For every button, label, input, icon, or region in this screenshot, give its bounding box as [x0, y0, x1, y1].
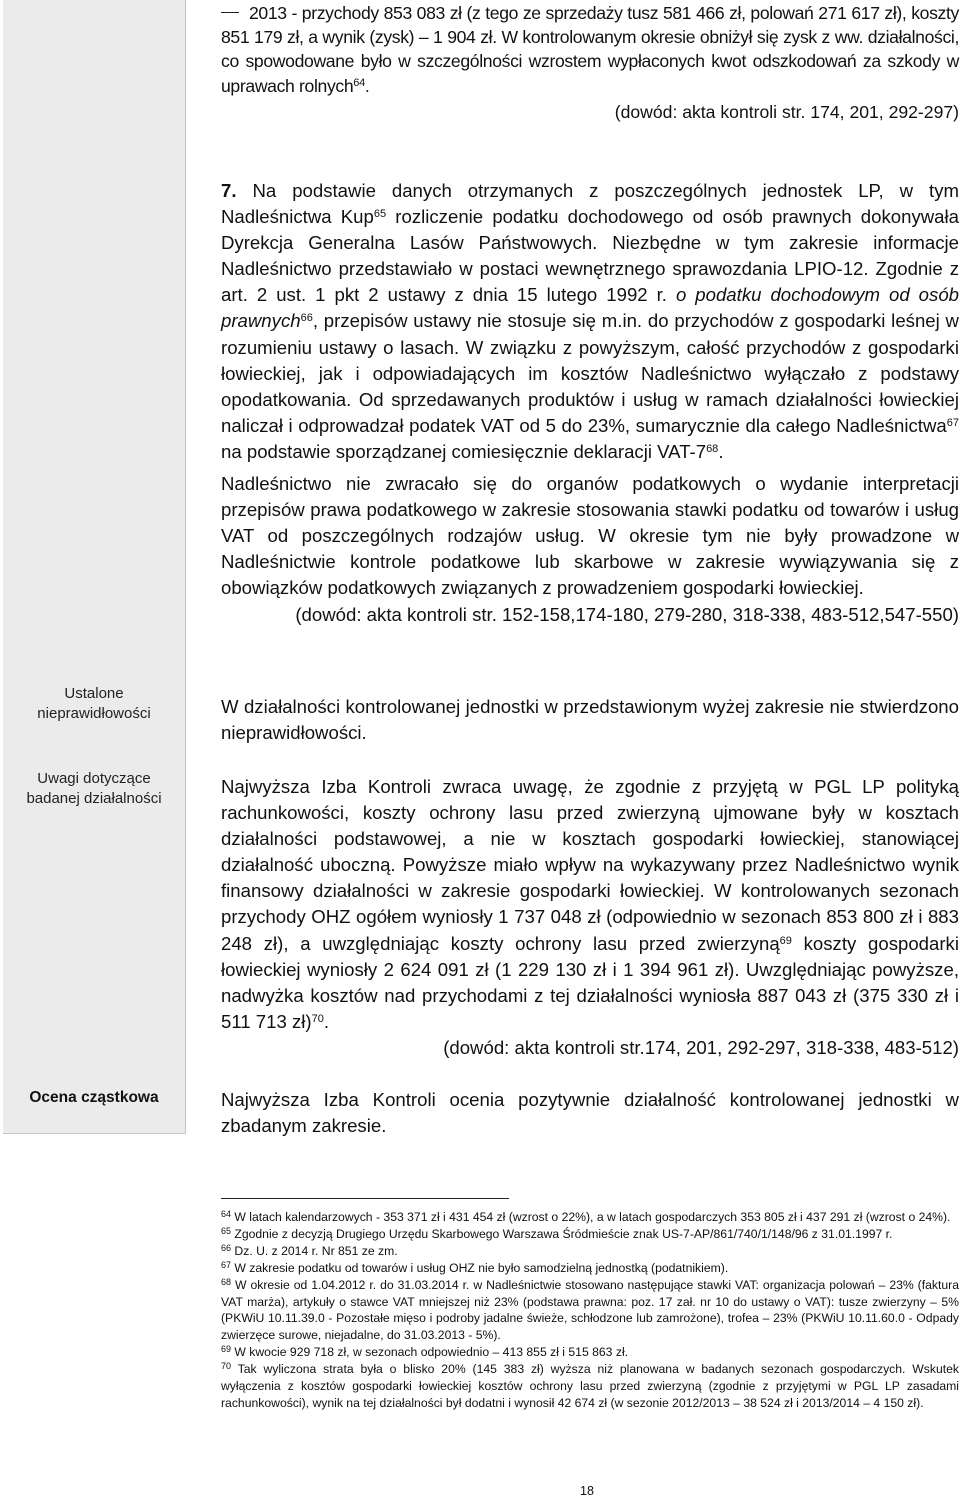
findings-label-line-1: Ustalone [64, 685, 124, 702]
footnote-ref-67[interactable]: 67 [946, 416, 959, 429]
assessment-label: Ocena cząstkowa [29, 1089, 159, 1106]
evidence-ref-3: (dowód: akta kontroli str.174, 201, 292-297, 318-338, 483-512) [443, 1036, 959, 1058]
assessment-text: Najwyższa Izba Kontroli ocenia pozytywnie działalność kontrolowanej jednostki w zbadanym zakresie. [221, 1089, 959, 1137]
footnote-ref-64[interactable]: 64 [353, 76, 365, 89]
paragraph-2013-text: 2013 - przychody 853 083 zł (z tego ze sprzedaży tusz 581 466 zł, polowań 271 617 zł), koszty 851 179 zł, a wynik (zysk) – 1 904 zł. W kontrolowanym okresie obniżył się zysk z ww. działalności, co spowodowane było w szczególności wzrostem wypłaconych kwot odszkodowań za szkody w uprawach rolnych$^{64}$. [221, 3, 959, 96]
footnote-69: $^{69}$ W kwocie 929 718 zł, w sezonach odpowiednio – 413 855 zł i 515 863 zł. [221, 1344, 629, 1360]
evidence-ref-2: (dowód: akta kontroli str. 152-158,174-180, 279-280, 318-338, 483-512,547-550) [295, 603, 959, 625]
footnote-ref-70[interactable]: 70 [311, 1012, 324, 1025]
footnote-65: $^{65}$ Zgodnie z decyzją Drugiego Urzędu Skarbowego Warszawa Śródmieście znak US-7-AP/861/740/1/148/96 z 31.01.1997 r. [221, 1225, 893, 1241]
act-title: o podatku dochodowym od osób prawnych [221, 284, 959, 332]
evidence-ref-1: (dowód: akta kontroli str. 174, 201, 292-297) [614, 101, 959, 122]
remarks-label-line-1: Uwagi dotyczące [37, 770, 151, 787]
footnote-67: $^{67}$ W zakresie podatku od towarów i usług OHZ nie było samodzielną jednostką (podatnikiem). [221, 1259, 729, 1275]
remarks-label [3, 769, 185, 809]
point-number: 7. [221, 180, 237, 201]
footnote-66: $^{66}$ Dz. U. z 2014 r. Nr 851 ze zm. [221, 1242, 398, 1258]
footnote-ref-66[interactable]: 66 [300, 312, 313, 325]
paragraph-vat: Nadleśnictwo nie zwracało się do organów podatkowych o wydanie interpretacji przepisów prawa podatkowego w zakresie stosowania stawki podatku od towarów i usług VAT od poszczególnych rodzajów usług. W okresie tym nie były prowadzone w Nadleśnictwie kontrole podatkowe lub skarbowe w zakresie wywiązywania się z obowiązków podatkowych związanych z prowadzeniem gospodarki łowieckiej. [221, 473, 959, 599]
assessment-section [221, 1087, 959, 1139]
footnote-separator [221, 1198, 509, 1199]
footnote-64: $^{64}$ W latach kalendarzowych - 353 371 zł i 431 454 zł (wzrost o 22%), a w latach gospodarczych 353 805 zł i 437 291 zł (wzrost o 24%). [221, 1209, 951, 1224]
paragraph-2013 [221, 1, 959, 124]
findings-label [3, 684, 185, 724]
page-number: 18 [580, 1484, 594, 1498]
footnote-68: $^{68}$ W okresie od 1.04.2012 r. do 31.03.2014 r. w Nadleśnictwie stosowano następujące stawki VAT: organizacja polowań – 23% (faktura VAT marża), artykuły o stawce VAT mniejszej niż 23% (podstawa prawna: poz. 17 zał. nr 10 do ustawy o VAT): tusze zwierzyny – 5% (PKWiU 10.11.39.0 - Pozostałe mięso i podroby jadalne świeże, schłodzone lub zamrożone), trofea – 23% (PKWiU 10.11.60.0 - Odpady zwierzęce surowe, niejadalne, do 31.03.2013 - 5%). [221, 1276, 959, 1343]
paragraph-7-text: 7. Na podstawie danych otrzymanych z poszczególnych jednostek LP, w tym Nadleśnictwa Kup$^{65}$ rozliczenie podatku dochodowego od osób prawnych dokonywała Dyrekcja Generalna Lasów Państwowych. Niezbędne w tym zakresie informacje Nadleśnictwo przedstawiało w postaci wewnętrznego sprawozdania LPIO-12. Zgodnie z art. 2 ust. 1 pkt 2 ustawy z dnia 15 lutego 1992 r. o podatku dochodowym od osób prawnych$^{66}$, przepisów ustawy nie stosuje się m.in. do przychodów z gospodarki leśnej w rozumieniu ustawy o lasach. W związku z powyższym, całość przychodów z gospodarki łowieckiej, jak i odpowiadających im kosztów Nadleśnictwo wyłączało z podstawy opodatkowania. Od sprzedawanych produktów i usług w ramach działalności łowieckiej naliczał i odprowadzał podatek VAT od 5 do 23%, sumarycznie dla całego Nadleśnictwa$^{67}$ na podstawie sporządzanej comiesięcznie deklaracji VAT-$7^{68}$. [221, 180, 959, 462]
footnote-ref-68[interactable]: 68 [706, 442, 719, 455]
section-sidebar [3, 0, 186, 1134]
footnote-70: $^{70}$ Tak wyliczona strata była o blisko 20% (145 383 zł) wyższa niż planowana w badanych sezonach gospodarczych. Wskutek wyłączenia z kosztów gospodarki łowieckiej kosztów ochrony lasu przed zwierzyną (zgodnie z przyjętymi w PGL LP zasadami rachunkowości), wynik na tej działalności był dodatni i wynosił 42 674 zł (w sezonie 2012/2013 – 38 524 zł i 2013/2014 – 4 150 zł). [221, 1361, 959, 1410]
footnote-ref-69[interactable]: 69 [779, 934, 792, 947]
remarks-label-line-2: badanej działalności [26, 790, 162, 807]
findings-text: W działalności kontrolowanej jednostki w przedstawionym wyżej zakresie nie stwierdzono nieprawidłowości. [221, 696, 959, 744]
findings-label-line-2: nieprawidłowości [37, 705, 151, 722]
paragraph-7 [221, 178, 959, 628]
remarks-text: Najwyższa Izba Kontroli zwraca uwagę, że zgodnie z przyjętą w PGL LP polityką rachunkowości, koszty ochrony lasu przed zwierzyną ujmowane były w kosztach działalności podstawowej, a nie w kosztach gospodarki łowieckiej, stanowiącej działalność uboczną. Powyższe miało wpływ na wykazywany przez Nadleśnictwo wynik finansowy działalności w zakresie gospodarki łowieckiej. W kontrolowanych sezonach przychody OHZ ogółem wyniosły 1 737 048 zł (odpowiednio w sezonach 853 800 zł i 883 248 zł), a uwzględniając koszty ochrony lasu przed zwierzyną$^{69}$ koszty gospodarki łowieckiej wyniosły 2 624 091 zł (1 229 130 zł i 1 394 961 zł). Uwzględniając powyższe, nadwyżka kosztów nad przychodami z tej działalności wyniosła 887 043 zł (375 330 zł i 511 713 zł)$^{70}$. [221, 776, 959, 1032]
findings-section [221, 694, 959, 746]
footnote-ref-65[interactable]: 65 [373, 208, 387, 221]
footnotes [221, 1209, 959, 1412]
remarks-section [221, 774, 959, 1061]
